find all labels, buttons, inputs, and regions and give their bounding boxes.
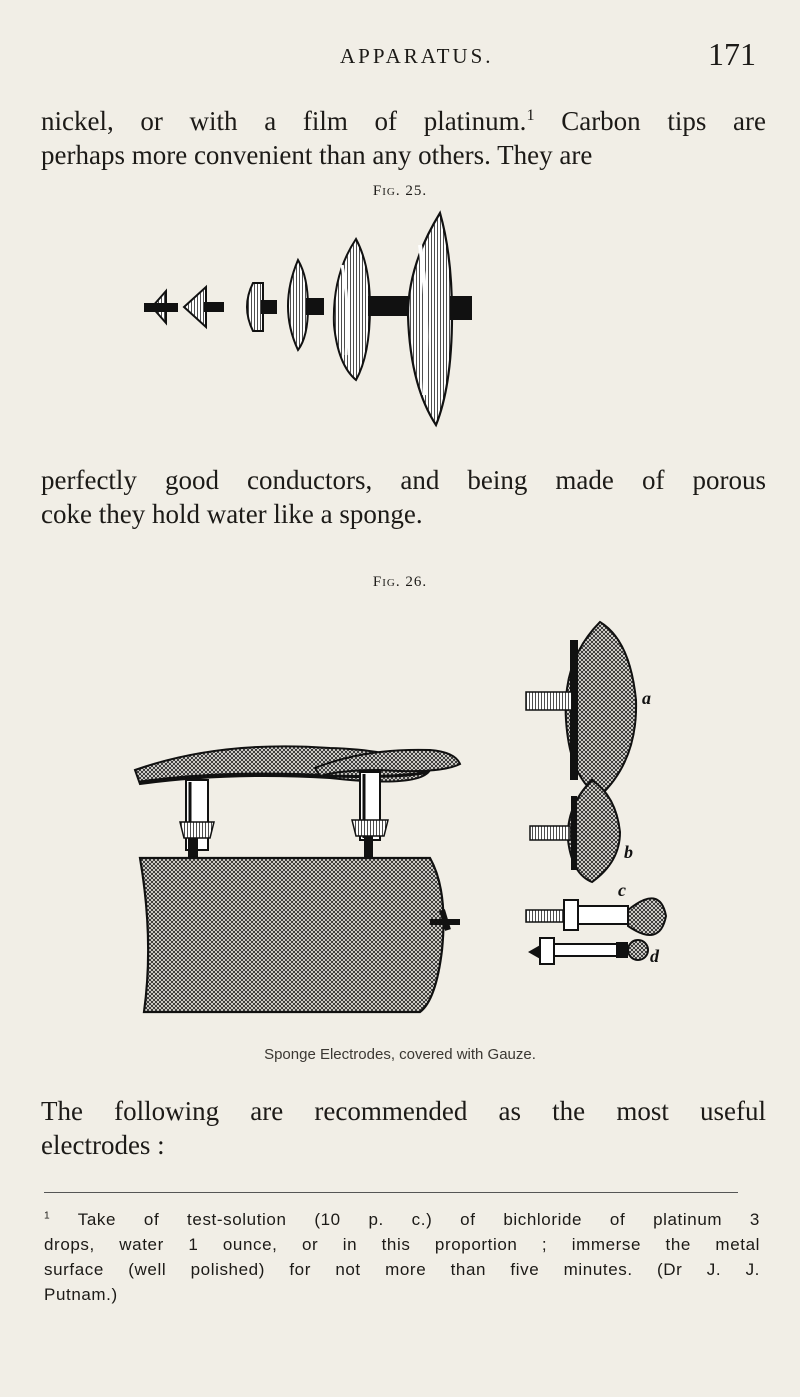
figure-25-carbon-tips (140, 205, 660, 435)
footnote (44, 1207, 760, 1307)
text-line: The following are recommended as the most useful (41, 1096, 766, 1126)
carbon-tip-6 (408, 213, 472, 425)
electrode-d (528, 938, 660, 966)
text-line: coke they hold water like a sponge. (41, 499, 423, 529)
curved-electrode-small (315, 750, 460, 864)
footnote-reference[interactable]: 1 (526, 106, 535, 124)
footnote-line: surface (well polished) for not more than five minutes. (Dr J. J. (44, 1260, 760, 1279)
label-b: b (624, 842, 633, 862)
paragraph-carbon-tips (41, 104, 766, 172)
paragraph-conductors (41, 463, 766, 531)
figure-25-label: Fig. 25. (372, 183, 428, 199)
figure-26-label: Fig. 26. (372, 574, 428, 590)
carbon-tip-3 (247, 283, 277, 331)
figure-26-caption: Sponge Electrodes, covered with Gauze. (264, 1046, 536, 1063)
flat-sponge-electrode (140, 858, 460, 1012)
label-d: d (650, 946, 659, 966)
footnote-rule (44, 1192, 738, 1193)
footnote-marker: 1 (44, 1210, 51, 1222)
electrode-b (530, 780, 633, 882)
electrode-c (526, 880, 666, 935)
electrode-a (526, 622, 651, 796)
carbon-tip-1 (144, 291, 178, 323)
footnote-line: drops, water 1 ounce, or in this proportion ; immerse the metal (44, 1235, 760, 1254)
text-line: perhaps more convenient than any others. They are (41, 140, 593, 170)
running-head: APPARATUS. (340, 44, 494, 68)
footnote-line: $^1$ Take of test-solution (10 p. c.) of bichloride of platinum 3 (44, 1210, 760, 1229)
carbon-tip-2 (184, 287, 224, 327)
footnote-line: Putnam.) (44, 1285, 118, 1304)
paragraph-recommended (41, 1094, 766, 1162)
figure-26-sponge-electrodes (130, 600, 710, 1040)
carbon-tip-5 (334, 239, 408, 380)
text-line: perfectly good conductors, and being made of porous (41, 465, 766, 495)
label-a: a (642, 688, 651, 708)
label-c: c (618, 880, 626, 900)
text-line: nickel, or with a film of platinum.$^1$ Carbon tips are (41, 106, 766, 136)
text-line: electrodes : (41, 1130, 165, 1160)
carbon-tip-4 (288, 260, 324, 350)
page-number: 171 (708, 36, 756, 72)
